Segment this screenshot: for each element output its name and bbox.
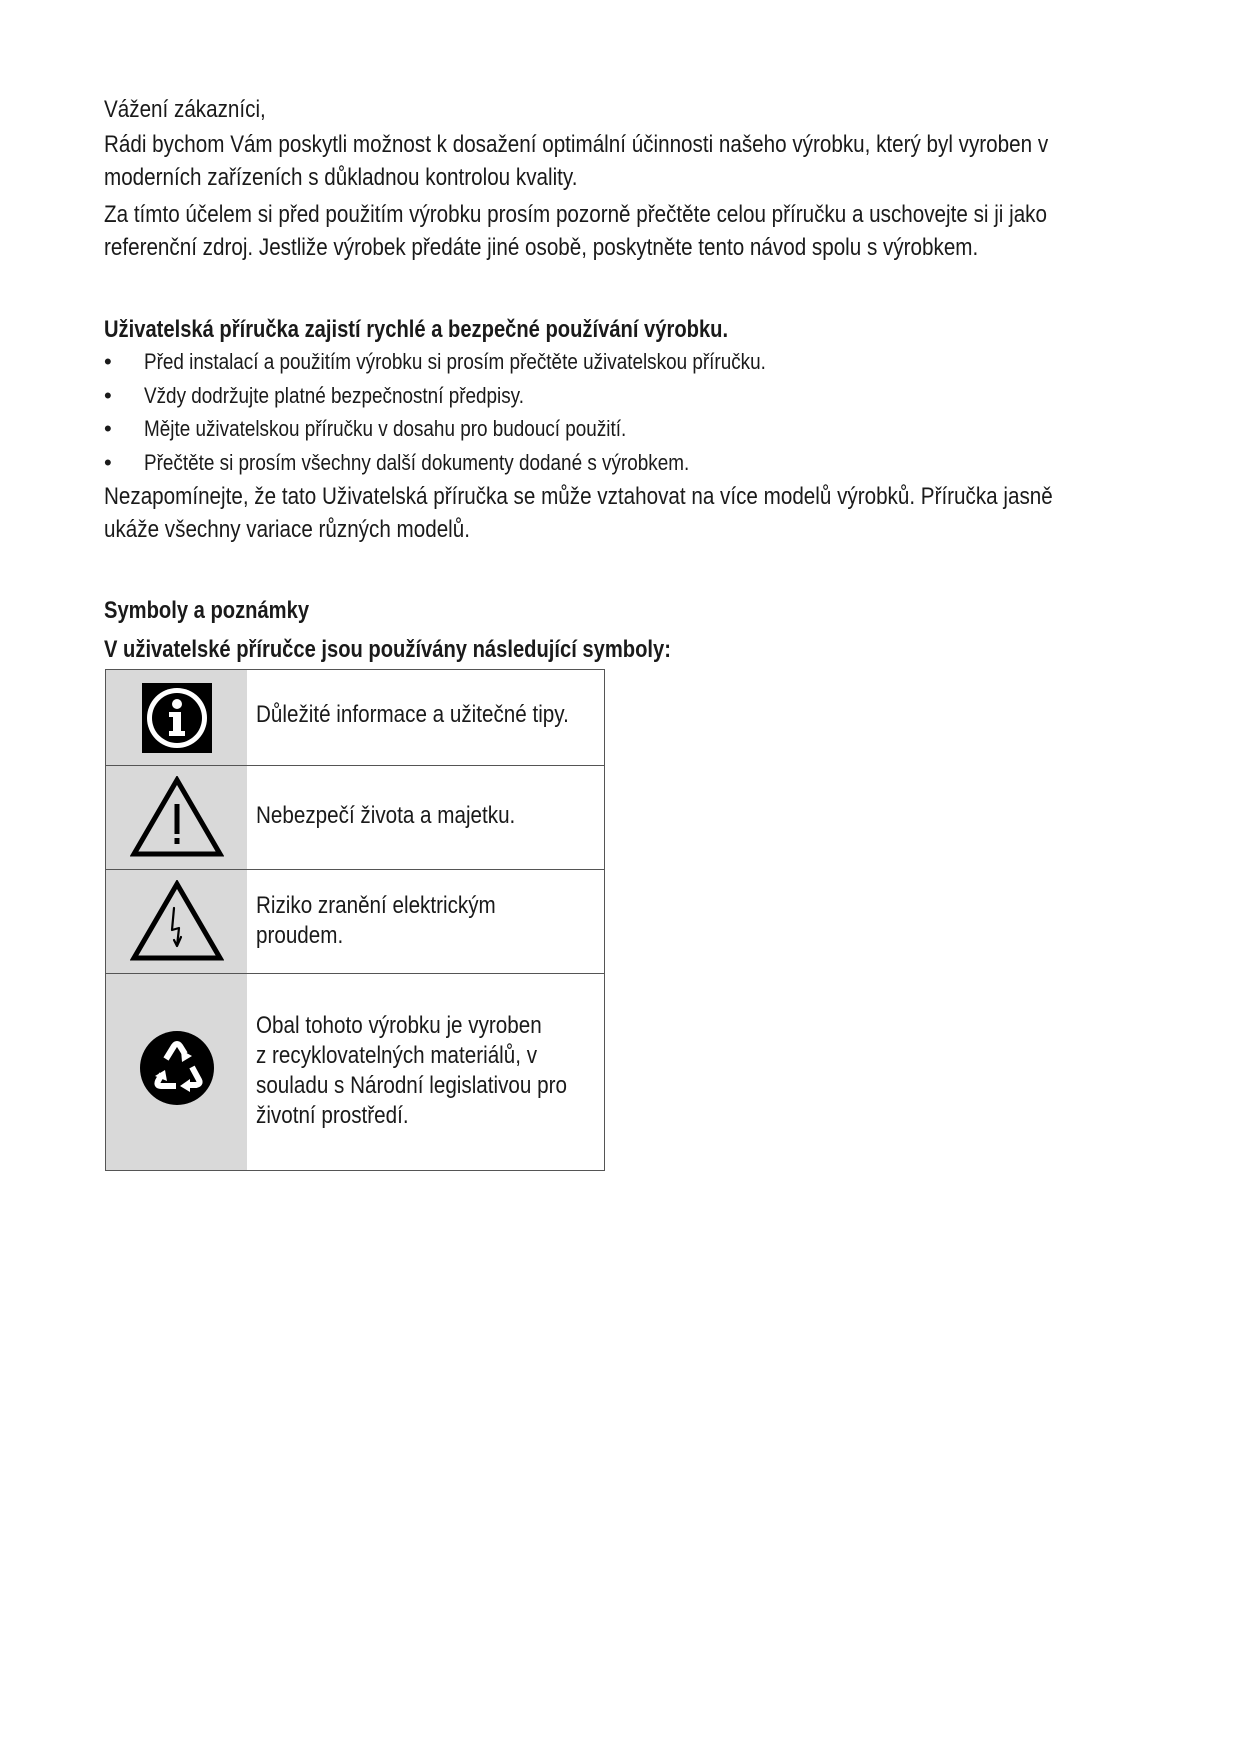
intro-paragraph-1-line-2: moderních zařízeních s důkladnou kontrolou kvality.: [104, 164, 578, 191]
manual-heading: Uživatelská příručka zajistí rychlé a bezpečné používání výrobku.: [104, 316, 729, 343]
greeting: Vážení zákazníci,: [104, 96, 266, 123]
intro-paragraph-2-line-2: referenční zdroj. Jestliže výrobek předáte jiné osobě, poskytněte tento návod spolu s výrobkem.: [104, 234, 979, 261]
symbol-row-recycle: [106, 973, 604, 1172]
description-line: životní prostředí.: [256, 1102, 409, 1129]
description-line: Důležité informace a užitečné tipy.: [256, 701, 569, 728]
symbol-description: [256, 700, 600, 730]
bullet-text: Přečtěte si prosím všechny další dokumenty dodané s výrobkem.: [144, 449, 690, 475]
bullet-marker: •: [104, 349, 112, 374]
symbol-row-electric: [106, 869, 604, 973]
symbols-subheading: V uživatelské příručce jsou používány následující symboly:: [104, 636, 671, 663]
description-line: z recyklovatelných materiálů, v: [256, 1042, 538, 1069]
description-line: Nebezpečí života a majetku.: [256, 802, 516, 829]
symbols-table: [105, 669, 605, 1171]
intro-paragraph-1-line-1: Rádi bychom Vám poskytli možnost k dosažení optimální účinnosti našeho výrobku, který byl vyroben v: [104, 131, 1049, 158]
description-line: proudem.: [256, 922, 344, 949]
bullet-text: Vždy dodržujte platné bezpečnostní předpisy.: [144, 382, 524, 408]
bullet-marker: •: [104, 449, 112, 475]
bullet-text: Mějte uživatelskou příručku v dosahu pro budoucí použití.: [144, 416, 627, 441]
symbol-description: [256, 801, 600, 831]
description-line: souladu s Národní legislativou pro: [256, 1072, 567, 1099]
symbol-description: [256, 891, 600, 951]
bullet-text: Před instalací a použitím výrobku si prosím přečtěte uživatelskou příručku.: [144, 349, 766, 374]
symbol-row-info: [106, 670, 604, 765]
intro-paragraph-2-line-1: Za tímto účelem si před použitím výrobku prosím pozorně přečtěte celou příručku a uschovejte si ji jako: [104, 201, 1047, 228]
description-line: Riziko zranění elektrickým: [256, 892, 496, 919]
info-icon: [106, 670, 247, 765]
bullet-marker: •: [104, 416, 112, 441]
warning-icon: [106, 765, 247, 869]
recycle-icon: [106, 973, 247, 1163]
description-line: Obal tohoto výrobku je vyroben: [256, 1012, 542, 1039]
models-note-line-1: Nezapomínejte, že tato Uživatelská příručka se může vztahovat na více modelů výrobků. Příručka jasně: [104, 483, 1053, 510]
symbol-description: [256, 1011, 600, 1131]
bullet-marker: •: [104, 382, 112, 408]
electric-shock-icon: [106, 869, 247, 973]
symbols-heading: Symboly a poznámky: [104, 597, 310, 624]
symbol-row-warning: [106, 765, 604, 869]
models-note-line-2: ukáže všechny variace různých modelů.: [104, 516, 470, 543]
